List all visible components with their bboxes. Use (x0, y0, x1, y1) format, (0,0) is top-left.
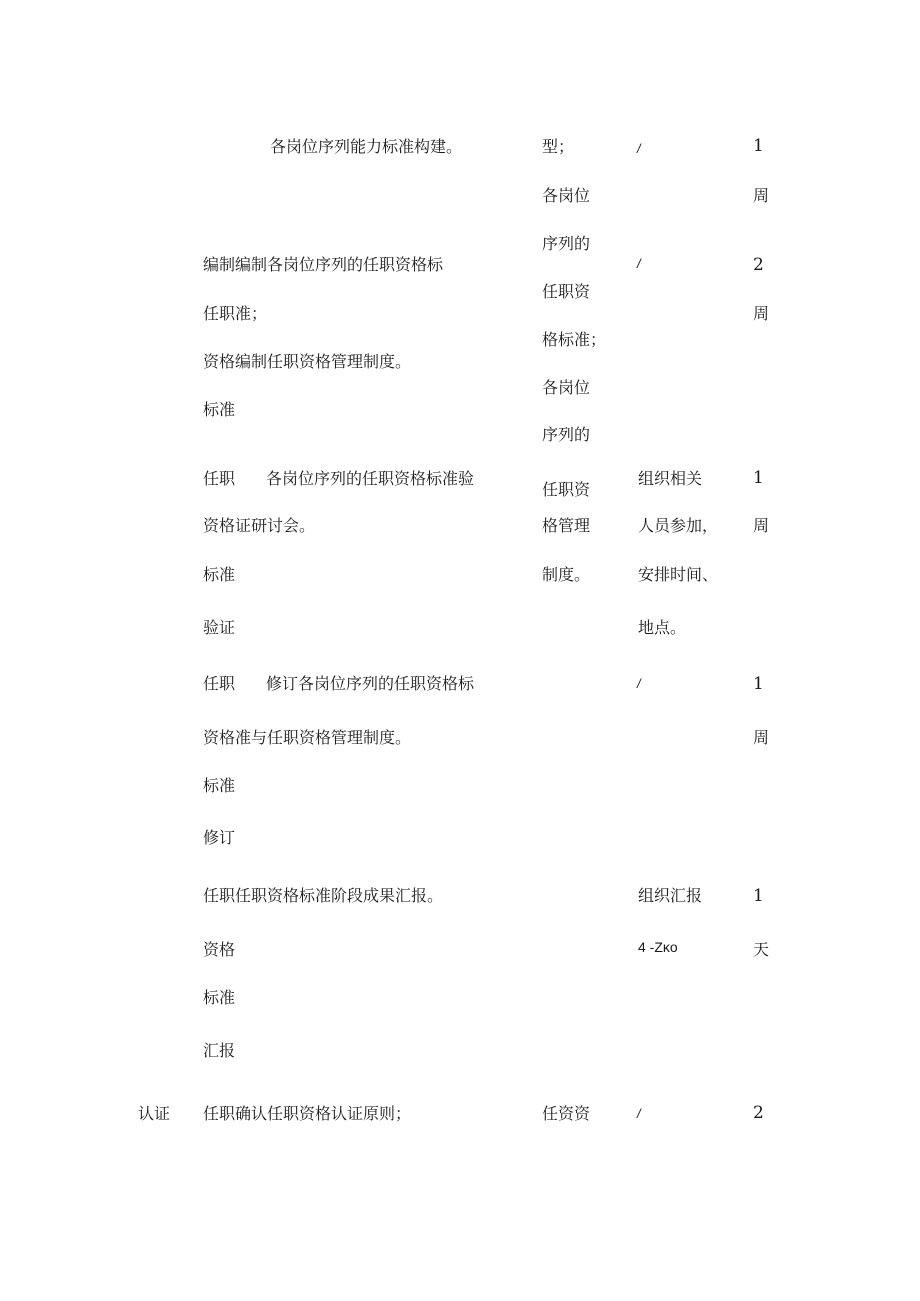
deliverable-text: 任职资 (542, 282, 591, 301)
task-content: 各岗位序列能力标准构建。 (270, 137, 463, 156)
duration-unit: 周 (753, 728, 770, 747)
deliverable-text: 型； (542, 137, 575, 156)
task-content: 确认任职资格认证原则； (235, 1104, 412, 1123)
note-text: 安排时间、 (638, 565, 719, 584)
duration-unit: 天 (753, 940, 770, 959)
duration-value: 1 (753, 886, 764, 906)
note-empty: / (637, 676, 641, 691)
stage-label: 任职 (203, 1104, 236, 1123)
deliverable-text: 各岗位 (542, 186, 591, 205)
deliverable-text: 格管理 (542, 516, 591, 535)
deliverable-text: 序列的 (542, 234, 591, 253)
task-content: 编制各岗位序列的任职资格标 (235, 255, 444, 274)
duration-value: 1 (753, 136, 764, 156)
note-text: 人员参加， (638, 516, 719, 535)
note-text: 组织汇报 (638, 886, 703, 905)
stage-label: 资格 (203, 352, 236, 371)
note-empty: / (637, 1106, 641, 1121)
deliverable-text: 序列的 (542, 425, 591, 444)
duration-unit: 周 (753, 304, 770, 323)
duration-unit: 周 (753, 186, 770, 205)
note-text: 4 -Zκo (638, 939, 678, 955)
stage-label: 资格 (203, 516, 236, 535)
duration-value: 1 (753, 674, 764, 694)
task-content: 准； (235, 304, 268, 323)
duration-value: 1 (753, 468, 764, 488)
stage-label: 修订 (203, 828, 236, 847)
note-empty: / (637, 141, 641, 156)
task-content: 准与任职资格管理制度。 (235, 728, 412, 747)
stage-label: 资格 (203, 940, 236, 959)
task-content: 任职资格标准阶段成果汇报。 (235, 886, 444, 905)
task-content: 编制任职资格管理制度。 (235, 352, 412, 371)
stage-label: 任职 (203, 674, 236, 693)
deliverable-text: 各岗位 (542, 378, 591, 397)
stage-label: 标准 (203, 988, 236, 1007)
duration-value: 2 (753, 1103, 764, 1123)
stage-label: 标准 (203, 776, 236, 795)
task-content: 修订各岗位序列的任职资格标 (266, 674, 475, 693)
stage-label: 汇报 (203, 1041, 236, 1060)
stage-label: 任职 (203, 469, 236, 488)
stage-label: 任职 (203, 886, 236, 905)
stage-label: 标准 (203, 565, 236, 584)
note-empty: / (637, 256, 641, 271)
duration-value: 2 (753, 255, 764, 275)
stage-label: 资格 (203, 728, 236, 747)
deliverable-text: 任资资 (542, 1104, 591, 1123)
duration-unit: 周 (753, 516, 770, 535)
task-content: 证研讨会。 (235, 516, 316, 535)
note-text: 组织相关 (638, 469, 703, 488)
stage-label: 编制 (203, 255, 236, 274)
deliverable-text: 任职资 (542, 480, 591, 499)
deliverable-text: 制度。 (542, 565, 591, 584)
deliverable-text: 格标准； (542, 330, 607, 349)
phase-label: 认证 (138, 1104, 171, 1123)
stage-label: 验证 (203, 618, 236, 637)
stage-label: 标准 (203, 400, 236, 419)
note-text: 地点。 (638, 618, 687, 637)
task-content: 各岗位序列的任职资格标准验 (266, 469, 475, 488)
stage-label: 任职 (203, 304, 236, 323)
